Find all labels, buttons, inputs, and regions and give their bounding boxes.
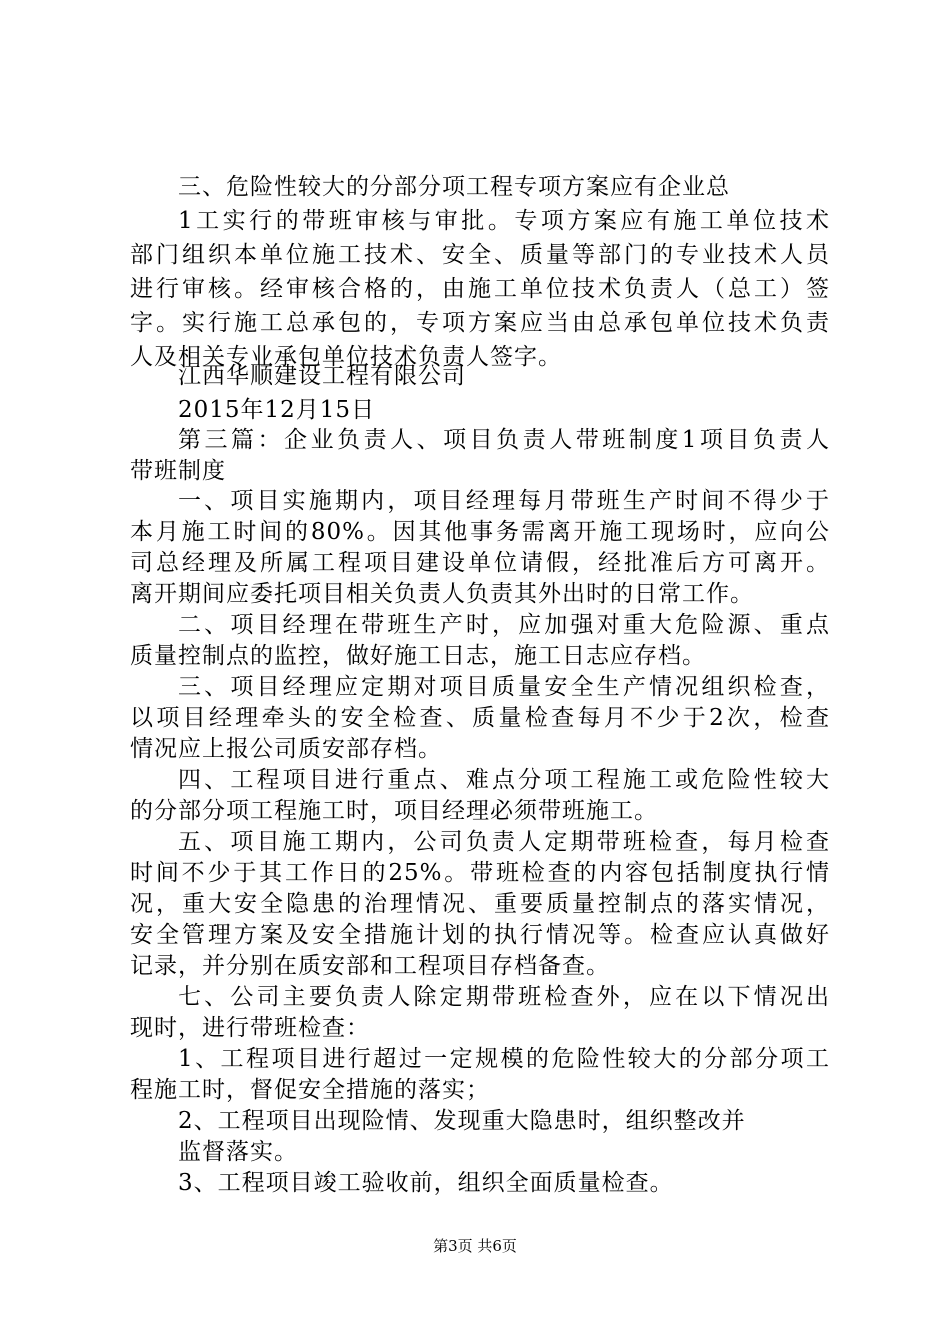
text-line: 况，重大安全隐患的治理情况、重要质量控制点的落实情况， [130, 891, 830, 917]
text-line: 三、危险性较大的分部分项工程专项方案应有企业总 [178, 174, 730, 200]
text-line: 人及相关专业承包单位技术负责人签字。 [130, 344, 562, 370]
company-name: 江西华顺建设工程有限公司 [178, 363, 466, 389]
text-line: 字。实行施工总承包的，专项方案应当由总承包单位技术负责 [130, 310, 830, 336]
list-item: 1、工程项目进行超过一定规模的危险性较大的分部分项工 [178, 1046, 830, 1072]
text-line: 部门组织本单位施工技术、安全、质量等部门的专业技术人员 [130, 242, 830, 268]
text-line: 离开期间应委托项目相关负责人负责其外出时的日常工作。 [130, 581, 754, 607]
text-line: 1工实行的带班审核与审批。专项方案应有施工单位技术 [178, 208, 830, 234]
list-item: 3、工程项目竣工验收前，组织全面质量检查。 [178, 1170, 674, 1196]
page-number-footer: 第3页 共6页 [433, 1237, 517, 1255]
text-line: 三、项目经理应定期对项目质量安全生产情况组织检查， [178, 674, 830, 700]
list-item: 2、工程项目出现险情、发现重大隐患时，组织整改并 [178, 1108, 746, 1134]
list-item: 监督落实。 [178, 1139, 298, 1165]
text-line: 情况应上报公司质安部存档。 [130, 736, 442, 762]
text-line: 五、项目施工期内，公司负责人定期带班检查，每月检查 [178, 829, 830, 855]
text-line: 时间不少于其工作日的25%。带班检查的内容包括制度执行情 [130, 860, 830, 886]
text-line: 一、项目实施期内，项目经理每月带班生产时间不得少于 [178, 488, 830, 514]
text-line: 质量控制点的监控，做好施工日志，施工日志应存档。 [130, 643, 706, 669]
list-item: 程施工时，督促安全措施的落实； [130, 1077, 490, 1103]
text-line: 以项目经理牵头的安全检查、质量检查每月不少于2次，检查 [130, 705, 830, 731]
text-line: 本月施工时间的80%。因其他事务需离开施工现场时，应向公 [130, 519, 830, 545]
text-line: 司总经理及所属工程项目建设单位请假，经批准后方可离开。 [130, 550, 830, 576]
document-date: 2015年12月15日 [178, 397, 376, 423]
section-heading: 带班制度 [130, 458, 226, 484]
text-line: 四、工程项目进行重点、难点分项工程施工或危险性较大 [178, 767, 830, 793]
text-line: 进行审核。经审核合格的，由施工单位技术负责人（总工）签 [130, 276, 830, 302]
text-line: 二、项目经理在带班生产时，应加强对重大危险源、重点 [178, 612, 830, 638]
text-line: 安全管理方案及安全措施计划的执行情况等。检查应认真做好 [130, 922, 830, 948]
text-line: 现时，进行带班检查： [130, 1015, 370, 1041]
text-line: 记录，并分别在质安部和工程项目存档备查。 [130, 953, 610, 979]
section-heading: 第三篇：企业负责人、项目负责人带班制度1项目负责人 [178, 427, 830, 453]
text-line: 七、公司主要负责人除定期带班检查外，应在以下情况出 [178, 984, 830, 1010]
text-line: 的分部分项工程施工时，项目经理必须带班施工。 [130, 798, 658, 824]
